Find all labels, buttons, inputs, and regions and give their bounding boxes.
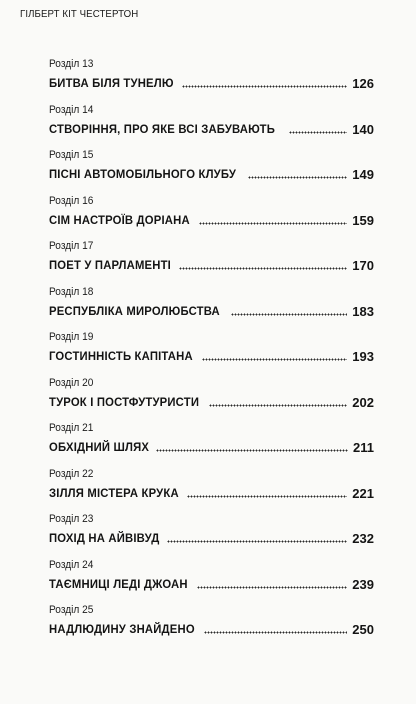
toc-title-row [49,438,374,455]
chapter-title: НАДЛЮДИНУ ЗНАЙДЕНО [49,622,195,636]
toc-entry [49,286,374,332]
table-of-contents [49,58,374,650]
dot-leader [156,449,349,452]
toc-title-row [49,529,374,546]
chapter-number: Розділ 22 [49,467,94,480]
chapter-title: РЕСПУБЛІКА МИРОЛЮБСТВА [49,303,220,318]
toc-entry [49,331,374,377]
chapter-title: ТАЄМНИЦІ ЛЕДІ ДЖОАН [49,576,188,591]
chapter-title: ТУРОК І ПОСТФУТУРИСТИ [49,394,200,409]
page-number: 221 [352,485,374,501]
chapter-number: Розділ 17 [49,240,94,252]
toc-title-row [49,211,374,228]
chapter-number: Розділ 19 [49,331,94,343]
chapter-title: БИТВА БІЛЯ ТУНЕЛЮ [49,76,174,90]
toc-title-row [49,120,374,137]
chapter-number: Розділ 24 [49,558,94,571]
toc-title-row [49,393,374,410]
chapter-number: Розділ 25 [49,604,94,616]
chapter-title: ЗІЛЛЯ МІСТЕРА КРУКА [49,485,179,500]
toc-entry [49,104,374,150]
chapter-number: Розділ 23 [49,513,94,525]
dot-leader [187,495,347,498]
page-number: 232 [352,531,374,546]
toc-title-row [49,484,374,501]
chapter-title: СІМ НАСТРОЇВ ДОРІАНА [49,212,190,227]
chapter-number: Розділ 13 [49,58,94,70]
dot-leader [197,586,348,589]
dot-leader [231,313,348,316]
chapter-number: Розділ 16 [49,194,94,207]
page-number: 183 [352,303,374,319]
chapter-number: Розділ 21 [49,422,94,434]
toc-entry [49,513,374,559]
dot-leader [182,85,348,88]
chapter-title: ПОЕТ У ПАРЛАМЕНТІ [49,258,171,272]
dot-leader [179,267,348,270]
toc-entry [49,240,374,286]
toc-title-row [49,575,374,592]
running-header: ГІЛБЕРТ КІТ ЧЕСТЕРТОН [20,8,139,20]
page-number: 202 [352,394,374,410]
page-number: 159 [352,212,374,228]
page-number: 126 [352,76,374,91]
chapter-title: ГОСТИННІСТЬ КАПІТАНА [49,349,193,363]
toc-entry [49,422,374,468]
toc-title-row [49,620,374,637]
chapter-title: СТВОРІННЯ, ПРО ЯКЕ ВСІ ЗАБУВАЮТЬ [49,121,276,136]
chapter-title: ПОХІД НА АЙВІВУД [49,531,160,545]
page-number: 140 [352,121,374,137]
page-number: 239 [352,576,374,592]
toc-entry [49,195,374,241]
dot-leader [204,631,347,634]
chapter-title: ПІСНІ АВТОМОБІЛЬНОГО КЛУБУ [49,167,237,181]
dot-leader [209,404,348,407]
page-number: 170 [352,258,374,273]
dot-leader [167,540,348,543]
dot-leader [199,222,348,225]
page-number: 211 [353,440,374,455]
chapter-number: Розділ 20 [49,376,94,389]
page-number: 193 [352,349,374,364]
toc-title-row [49,74,374,91]
page-number: 149 [352,167,374,182]
toc-entry [49,559,374,605]
toc-title-row [49,347,374,364]
page-number: 250 [352,622,374,637]
toc-entry [49,604,374,650]
toc-entry [49,377,374,423]
chapter-number: Розділ 14 [49,103,94,116]
toc-entry [49,468,374,514]
dot-leader [248,176,347,179]
toc-title-row [49,165,374,182]
dot-leader [202,358,347,361]
chapter-number: Розділ 18 [49,285,94,298]
toc-title-row [49,302,374,319]
dot-leader [289,131,347,134]
toc-entry [49,58,374,104]
chapter-title: ОБХІДНИЙ ШЛЯХ [49,440,150,454]
chapter-number: Розділ 15 [49,149,94,161]
toc-title-row [49,256,374,273]
toc-entry [49,149,374,195]
